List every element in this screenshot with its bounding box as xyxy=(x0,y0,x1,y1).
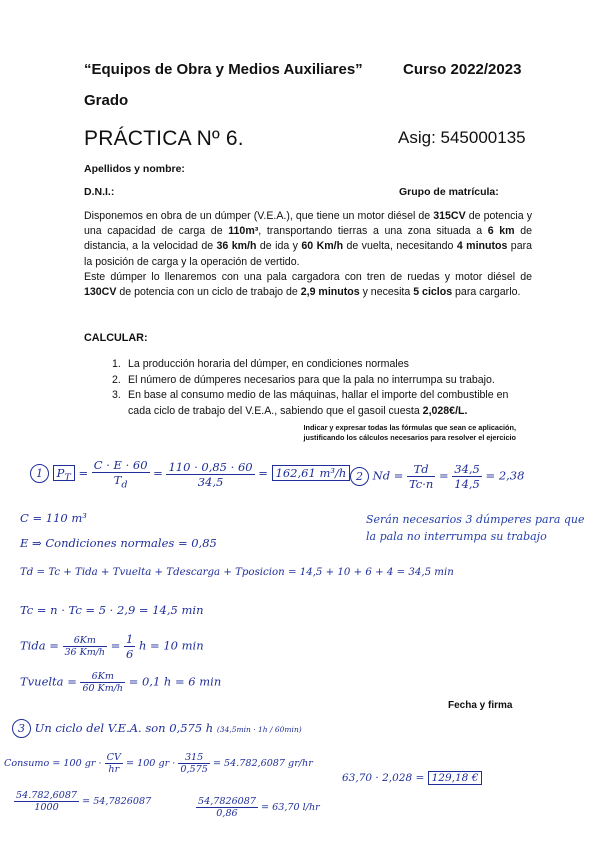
practice-title: PRÁCTICA Nº 6. xyxy=(84,127,244,150)
task-item: 3. En base al consumo medio de las máquinas, hallar el importe del combustible en cada ciclo de trabajo del V.E.A., sabiendo que el gasoil cuesta 2,028€/L. xyxy=(112,389,509,417)
kg-conversion-line: $\frac{54.782,6087}{1000}$ = 54,7826087 xyxy=(16,790,152,813)
return-time-line: Tvuelta = $\frac{6Km}{60 Km/h}$ = 0,1 h = 6 min xyxy=(20,671,222,694)
emphasis-value: 2,9 minutos xyxy=(300,286,360,299)
task-list xyxy=(112,357,524,419)
group-label: Grupo de matrícula: xyxy=(399,186,499,198)
instructions: Indicar y expresar todas las fórmulas que sean ce aplicación, justificando los cálculos necesarios para resolver el ejercicio xyxy=(303,423,516,442)
statement-paragraph-2: Este dúmper lo llenaremos con una pala cargadora con tren de ruedas y motor diésel de 130CV de potencia con un ciclo de trabajo de 2,9 minutos y necesita 5 ciclos para cargarlo. xyxy=(84,270,532,299)
signature-label: Fecha y firma xyxy=(448,700,513,711)
answer-3-cycle: 3 Un ciclo del V.E.A. son 0,575 h (34,5min · 1h / 60min) xyxy=(12,719,302,738)
answer-1-formula: 1 $P_T$ = $\frac{C \cdot E \cdot 60}{T_d}$ = $\frac{110 \cdot 0,85 \cdot 60}{34,5}$ = 162,61 m³/h xyxy=(30,458,350,490)
level-label: Grado xyxy=(84,92,129,109)
dni-label: D.N.I.: xyxy=(84,186,115,198)
answer-2-note: Serán necesarios 3 dúmperes para que la pala no interrumpa su trabajo xyxy=(366,513,585,543)
emphasis-value: 5 ciclos xyxy=(413,286,453,299)
capacity-line: C = 110 m³ xyxy=(20,511,87,525)
answer-1-result: 162,61 m³/h xyxy=(272,465,351,481)
course-year: Curso 2022/2023 xyxy=(403,61,522,78)
emphasis-value: 36 km/h xyxy=(216,240,257,253)
emphasis-value: 60 Km/h xyxy=(301,240,344,253)
task-item: 1. La producción horaria del dúmper, en condiciones normales xyxy=(112,358,409,370)
efficiency-line: E ⇒ Condiciones normales = 0,85 xyxy=(20,536,217,550)
problem-statement xyxy=(84,209,532,300)
emphasis-value: 4 minutos xyxy=(456,240,508,253)
outbound-time-line: Tida = $\frac{6Km}{36 Km/h}$ = $\frac{1}{6}$ h = 10 min xyxy=(20,632,204,661)
consumption-line: Consumo = 100 gr · $\frac{CV}{hr}$ = 100 gr · $\frac{315}{0,575}$ = 54.782,6087 gr/hr xyxy=(4,752,313,775)
name-label: Apellidos y nombre: xyxy=(84,163,185,175)
answer-2-formula: 2 Nd = $\frac{Td}{Tc\cdot n}$ = $\frac{34,5}{14,5}$ = 2,38 xyxy=(350,462,524,491)
emphasis-value: 315CV xyxy=(433,210,466,222)
cost-line: 63,70 · 2,028 = 129,18 € xyxy=(342,772,482,784)
statement-paragraph-1: Disponemos en obra de un dúmper (V.E.A.), que tiene un motor diésel de 315CV de potencia y una capacidad de carga de 110m³, transportando tierras a una zona situada a 6 km de distancia, a la velocidad de 36 km/h de ida y 60 Km/h de vuelta, necesitando 4 minutos para la posición de carga y la operación de vertido. xyxy=(84,210,533,268)
emphasis-value: 110m³ xyxy=(228,225,259,238)
load-time-line: Tc = n · Tc = 5 · 2,9 = 14,5 min xyxy=(20,603,204,617)
emphasis-value: 130CV xyxy=(84,286,117,299)
liter-conversion-line: $\frac{54,7826087}{0,86}$ = 63,70 l/hr xyxy=(198,796,320,819)
subject-code: Asig: 545000135 xyxy=(398,128,526,147)
total-time-line: Td = Tc + Tida + Tvuelta + Tdescarga + Tposicion = 14,5 + 10 + 6 + 4 = 34,5 min xyxy=(20,567,454,578)
task-item: 2. El número de dúmperes necesarios para que la pala no interrumpa su trabajo. xyxy=(112,373,495,386)
course-title: “Equipos de Obra y Medios Auxiliares” xyxy=(84,61,363,78)
emphasis-value: 6 km xyxy=(487,225,515,238)
calculate-heading: CALCULAR: xyxy=(84,332,148,344)
cost-result: 129,18 € xyxy=(428,771,483,785)
